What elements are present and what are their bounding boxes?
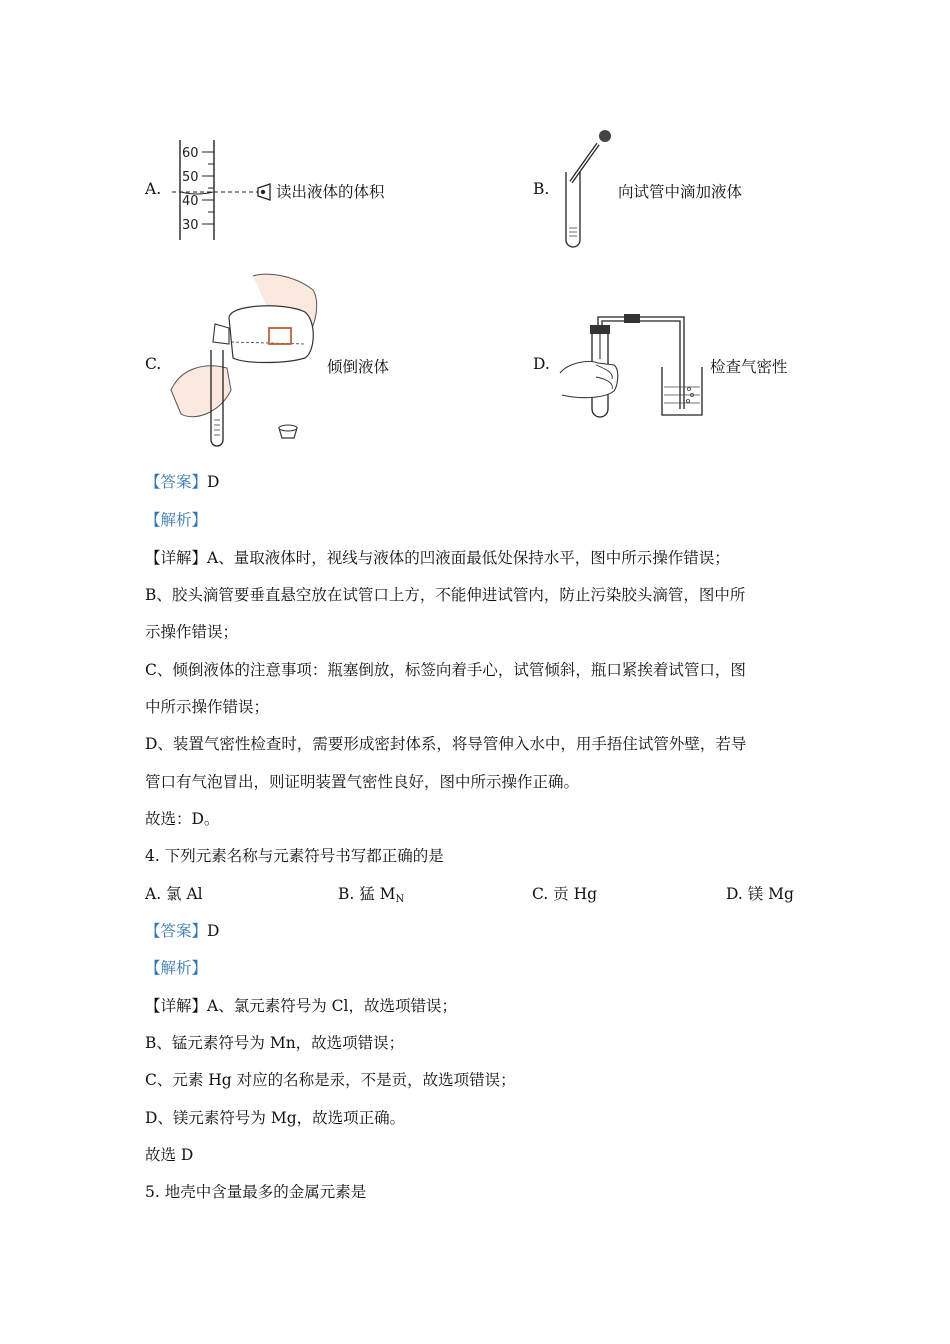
- option-c-text: 倾倒液体: [327, 358, 390, 376]
- q3-detail-line: D、装置气密性检查时，需要形成密封体系，将导管伸入水中，用手捂住试管外壁，若导: [145, 735, 747, 753]
- q3-answer-line: [145, 472, 219, 492]
- q4-conclusion: 故选 D: [145, 1146, 194, 1164]
- airtightness-check-figure: [558, 303, 708, 421]
- dropper-test-tube-figure: [555, 128, 620, 253]
- q4-detail-line: 【详解】A、氯元素符号为 Cl，故选项错误；: [145, 997, 457, 1015]
- option-a-text: 读出液体的体积: [276, 183, 385, 201]
- option-b-text: 向试管中滴加液体: [618, 183, 743, 201]
- q4-detail-line: C、元素 Hg 对应的名称是汞，不是贡，故选项错误；: [145, 1071, 516, 1089]
- pouring-liquid-figure: [165, 272, 325, 450]
- q4-option-a: A. 氯 Al: [145, 885, 203, 903]
- q4-question: 4. 下列元素名称与元素符号书写都正确的是: [145, 847, 444, 865]
- q4-detail-line: B、锰元素符号为 Mn，故选项错误；: [145, 1034, 405, 1052]
- q4-option-c: C. 贡 Hg: [532, 885, 598, 903]
- q4-option-b: [338, 884, 404, 910]
- scale-label-40: 40: [182, 194, 199, 209]
- q4-detail-line: D、镁元素符号为 Mg，故选项正确。: [145, 1109, 406, 1127]
- q3-analysis-label: 【解析】: [145, 511, 208, 529]
- q3-detail-line: C、倾倒液体的注意事项：瓶塞倒放，标签向着手心，试管倾斜，瓶口紧挨着试管口，图: [145, 661, 746, 679]
- q4-option-b-subscript: N: [395, 894, 405, 905]
- q4-answer-label: 【答案】: [145, 922, 208, 940]
- q4-option-d: D. 镁 Mg: [726, 885, 794, 903]
- option-b-letter: B.: [533, 180, 550, 198]
- q4-answer-line: [145, 921, 219, 941]
- q3-conclusion: 故选：D。: [145, 810, 220, 828]
- q3-detail-line: 示操作错误；: [145, 623, 239, 641]
- graduated-cylinder-figure: [170, 138, 280, 242]
- option-d-text: 检查气密性: [710, 358, 788, 376]
- q4-analysis-label: 【解析】: [145, 959, 208, 977]
- scale-label-60: 60: [182, 146, 199, 161]
- q3-answer-value: D: [207, 473, 220, 491]
- q5-question: 5. 地壳中含量最多的金属元素是: [145, 1183, 367, 1201]
- option-c-letter: C.: [145, 355, 162, 373]
- scale-label-50: 50: [182, 170, 199, 185]
- q3-answer-label: 【答案】: [145, 473, 208, 491]
- q4-option-b-main: B. 猛 M: [338, 885, 396, 903]
- eye-icon: [258, 184, 270, 200]
- q3-detail-line: B、胶头滴管要垂直悬空放在试管口上方，不能伸进试管内，防止污染胶头滴管，图中所: [145, 586, 746, 604]
- option-d-letter: D.: [533, 355, 550, 373]
- q3-detail-line: 管口有气泡冒出，则证明装置气密性良好，图中所示操作正确。: [145, 773, 580, 791]
- option-a-letter: A.: [145, 180, 162, 198]
- scale-label-30: 30: [182, 218, 199, 233]
- q4-answer-value: D: [207, 922, 220, 940]
- q3-detail-line: 【详解】A、量取液体时，视线与液体的凹液面最低处保持水平，图中所示操作错误；: [145, 549, 730, 567]
- q3-detail-line: 中所示操作错误；: [145, 698, 270, 716]
